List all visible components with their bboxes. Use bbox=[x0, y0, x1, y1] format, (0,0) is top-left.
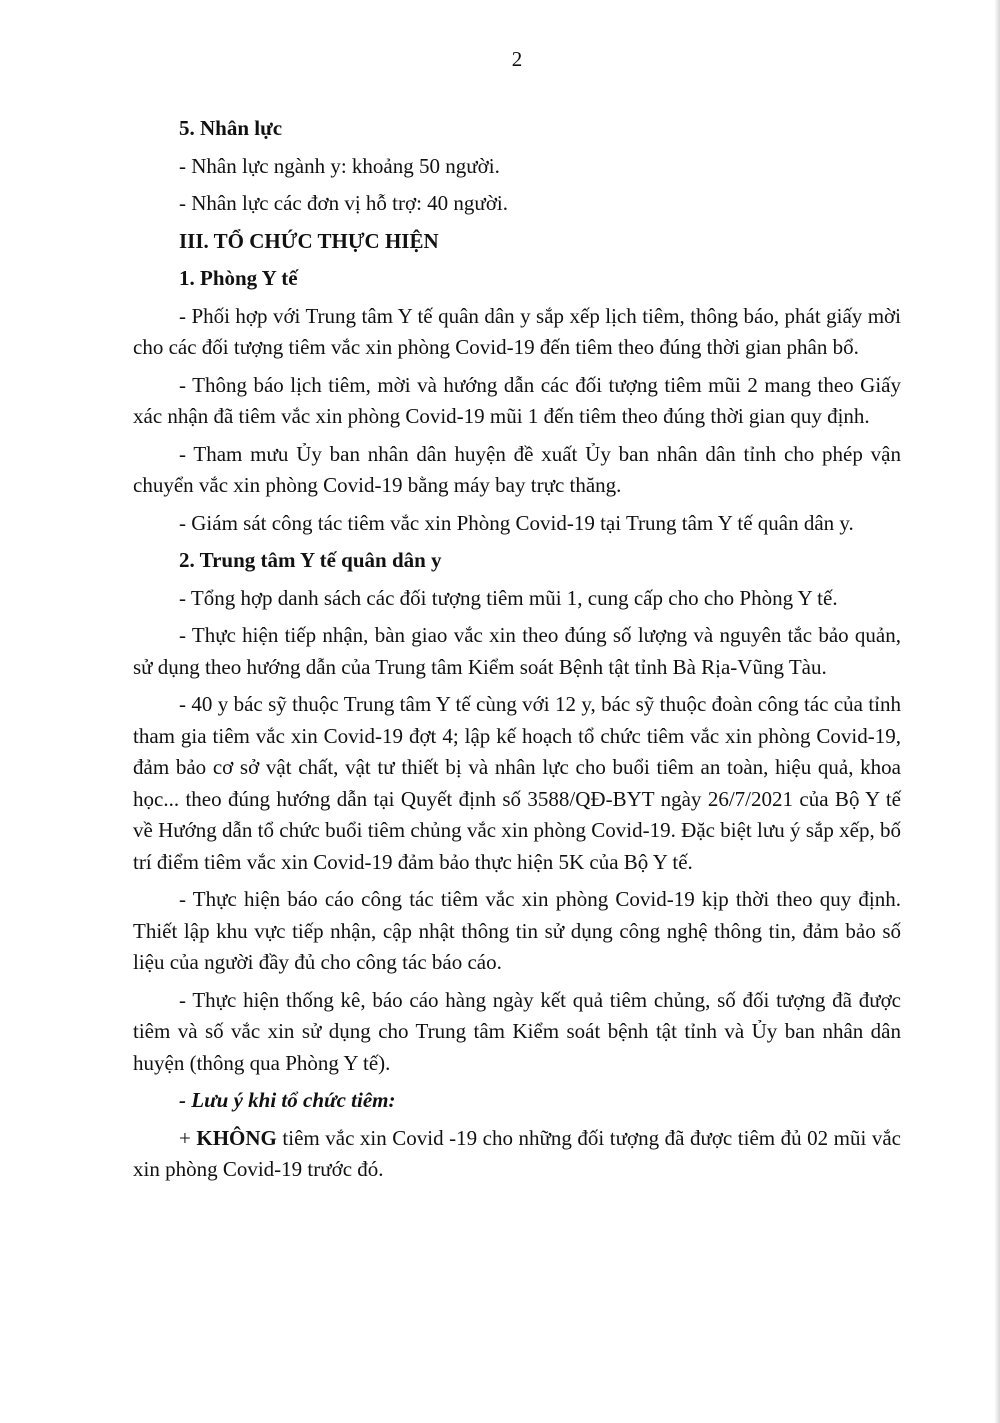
section-heading-to-chuc-thuc-hien: III. TỔ CHỨC THỰC HIỆN bbox=[179, 228, 439, 253]
note-emphasis: KHÔNG bbox=[196, 1125, 277, 1150]
page-number: 2 bbox=[511, 47, 523, 71]
paragraph: - Thực hiện thống kê, báo cáo hàng ngày kết quả tiêm chủng, số đối tượng đã được tiêm và số vắc xin sử dụng cho Trung tâm Kiểm soát bệnh tật tỉnh và Ủy ban nhân dân huyện (thông qua Phòng Y tế). bbox=[133, 987, 901, 1075]
paragraph: - Nhân lực ngành y: khoảng 50 người. bbox=[179, 153, 500, 178]
paragraph: - Phối hợp với Trung tâm Y tế quân dân y sắp xếp lịch tiêm, thông báo, phát giấy mời cho các đối tượng tiêm vắc xin phòng Covid-19 đến tiêm theo đúng thời gian phân bổ. bbox=[133, 303, 901, 359]
paragraph: - Nhân lực các đơn vị hỗ trợ: 40 người. bbox=[179, 191, 509, 215]
page-edge-shadow bbox=[994, 0, 1000, 1423]
paragraph: - Thực hiện tiếp nhận, bàn giao vắc xin theo đúng số lượng và nguyên tắc bảo quản, sử dụng theo hướng dẫn của Trung tâm Kiểm soát Bệnh tật tỉnh Bà Rịa-Vũng Tàu. bbox=[133, 623, 901, 679]
paragraph: - Giám sát công tác tiêm vắc xin Phòng Covid-19 tại Trung tâm Y tế quân dân y. bbox=[179, 510, 854, 535]
section-heading-phong-y-te: 1. Phòng Y tế bbox=[179, 266, 298, 290]
paragraph: - Thực hiện báo cáo công tác tiêm vắc xin phòng Covid-19 kịp thời theo quy định. Thiết lập khu vực tiếp nhận, cập nhật thông tin sử dụng công nghệ thông tin, đảm bảo số liệu của người đầy đủ cho công tác báo cáo. bbox=[133, 887, 901, 974]
section-heading-trung-tam-y-te: 2. Trung tâm Y tế quân dân y bbox=[179, 548, 442, 572]
document-body bbox=[133, 113, 901, 1186]
note-prefix: + bbox=[179, 1125, 197, 1150]
note-heading: - Lưu ý khi tổ chức tiêm: bbox=[179, 1088, 396, 1112]
paragraph: - Tổng hợp danh sách các đối tượng tiêm mũi 1, cung cấp cho cho Phòng Y tế. bbox=[179, 585, 838, 610]
section-heading-nhan-luc: 5. Nhân lực bbox=[179, 116, 283, 140]
paragraph: - 40 y bác sỹ thuộc Trung tâm Y tế cùng với 12 y, bác sỹ thuộc đoàn công tác của tỉnh tham gia tiêm vắc xin Covid-19 đợt 4; lập kế hoạch tổ chức tiêm vắc xin phòng Covid-19, đảm bảo cơ sở vật chất, vật tư thiết bị và nhân lực cho buổi tiêm an toàn, hiệu quả, khoa học... theo đúng hướng dẫn tại Quyết định số 3588/QĐ-BYT ngày 26/7/2021 của Bộ Y tế về Hướng dẫn tổ chức buổi tiêm chủng vắc xin phòng Covid-19. Đặc biệt lưu ý sắp xếp, bố trí điểm tiêm vắc xin Covid-19 đảm bảo thực hiện 5K của Bộ Y tế. bbox=[133, 692, 901, 874]
paragraph: - Tham mưu Ủy ban nhân dân huyện đề xuất Ủy ban nhân dân tỉnh cho phép vận chuyển vắc xin phòng Covid-19 bằng máy bay trực thăng. bbox=[133, 441, 901, 497]
note-paragraph bbox=[133, 1123, 901, 1186]
note-text: tiêm vắc xin Covid -19 cho những đối tượng đã được tiêm đủ 02 mũi vắc xin phòng Covid-19 trước đó. bbox=[133, 1125, 901, 1181]
paragraph: - Thông báo lịch tiêm, mời và hướng dẫn các đối tượng tiêm mũi 2 mang theo Giấy xác nhận đã tiêm vắc xin phòng Covid-19 mũi 1 đến tiêm theo đúng thời gian quy định. bbox=[133, 372, 901, 428]
